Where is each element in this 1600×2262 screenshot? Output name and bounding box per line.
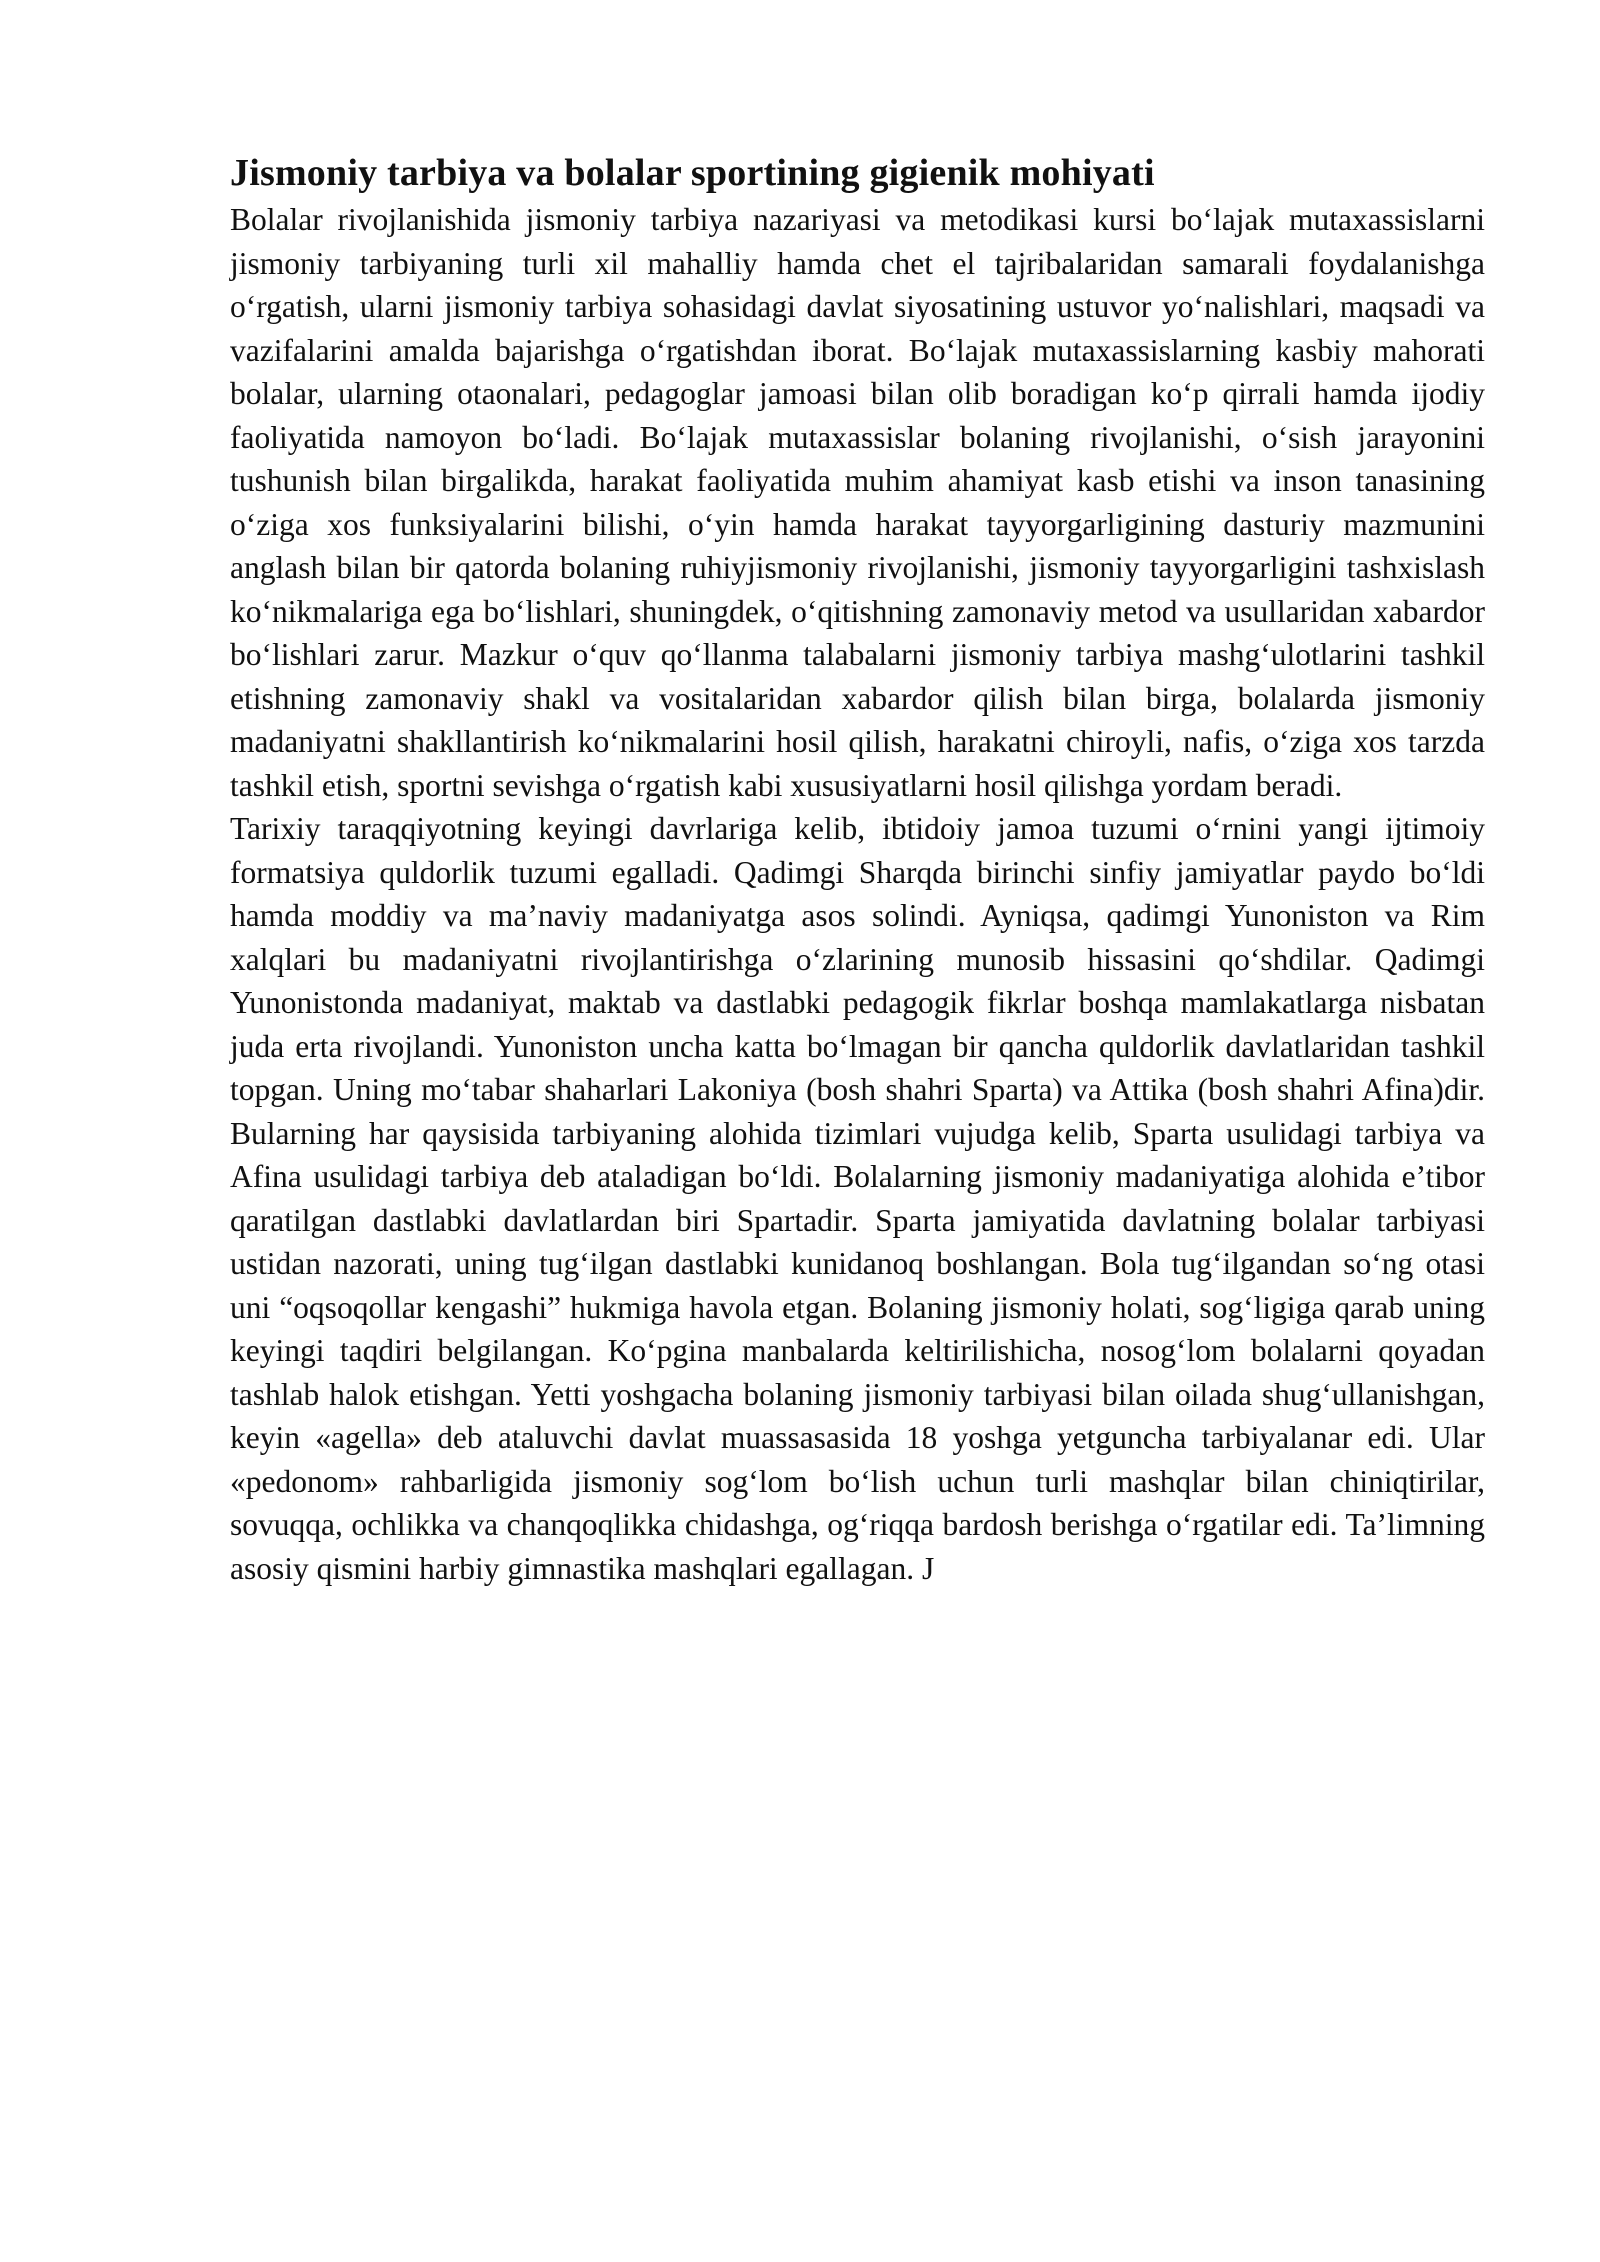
- paragraph-history: Tarixiy taraqqiyotning keyingi davrlariga kelib, ibtidoiy jamoa tuzumi o‘rnini yangi ijtimoiy formatsiya quldorlik tuzumi egalladi. Qadimgi Sharqda birinchi sinfiy jamiyatlar paydo bo‘ldi hamda moddiy va ma’naviy madaniyatga asos solindi. Ayniqsa, qadimgi Yunoniston va Rim xalqlari bu madaniyatni rivojlantirishga o‘zlarining munosib hissasini qo‘shdilar. Qadimgi Yunonistonda madaniyat, maktab va dastlabki pedagogik fikrlar boshqa mamlakatlarga nisbatan juda erta rivojlandi. Yunoniston uncha katta bo‘lmagan bir qancha quldorlik davlatlaridan tashkil topgan. Uning mo‘tabar shaharlari Lakoniya (bosh shahri Sparta) va Attika (bosh shahri Afina)dir. Bularning har qaysisida tarbiyaning alohida tizimlari vujudga kelib, Sparta usulidagi tarbiya va Afina usulidagi tarbiya deb ataladigan bo‘ldi. Bolalarning jismoniy madaniyatiga alohida e’tibor qaratilgan dastlabki davlatlardan biri Spartadir. Sparta jamiyatida davlatning bolalar tarbiyasi ustidan nazorati, uning tug‘ilgan dastlabki kunidanoq boshlangan. Bola tug‘ilgandan so‘ng otasi uni “oqsoqollar kengashi” hukmiga havola etgan. Bolaning jismoniy holati, sog‘ligiga qarab uning keyingi taqdiri belgilangan. Ko‘pgina manbalarda keltirilishicha, nosog‘lom bolalarni qoyadan tashlab halok etishgan. Yetti yoshgacha bolaning jismoniy tarbiyasi bilan oilada shug‘ullanishgan, keyin «agella» deb ataluvchi davlat muassasasida 18 yoshga yetguncha tarbiyalanar edi. Ular «pedonom» rahbarligida jismoniy sog‘lom bo‘lish uchun turli mashqlar bilan chiniqtirilar, sovuqqa, ochlikka va chanqoqlikka chidashga, og‘riqqa bardosh berishga o‘rgatilar edi. Ta’limning asosiy qismini harbiy gimnastika mashqlari egallagan. J: [230, 811, 1485, 1586]
- paragraph-intro: Bolalar rivojlanishida jismoniy tarbiya nazariyasi va metodikasi kursi bo‘lajak mutaxassislarni jismoniy tarbiyaning turli xil mahalliy hamda chet el tajribalaridan samarali foydalanishga o‘rgatish, ularni jismoniy tarbiya sohasidagi davlat siyosatining ustuvor yo‘nalishlari, maqsadi va vazifalarini amalda bajarishga o‘rgatishdan iborat. Bo‘lajak mutaxassislarning kasbiy mahorati bolalar, ularning otaonalari, pedagoglar jamoasi bilan olib boradigan ko‘p qirrali hamda ijodiy faoliyatida namoyon bo‘ladi. Bo‘lajak mutaxassislar bolaning rivojlanishi, o‘sish jarayonini tushunish bilan birgalikda, harakat faoliyatida muhim ahamiyat kasb etishi va inson tanasining o‘ziga xos funksiyalarini bilishi, o‘yin hamda harakat tayyorgarligining dasturiy mazmunini anglash bilan bir qatorda bolaning ruhiyjismoniy rivojlanishi, jismoniy tayyorgarligini tashxislash ko‘nikmalariga ega bo‘lishlari, shuningdek, o‘qitishning zamonaviy metod va usullaridan xabardor bo‘lishlari zarur. Mazkur o‘quv qo‘llanma talabalarni jismoniy tarbiya mashg‘ulotlarini tashkil etishning zamonaviy shakl va vositalaridan xabardor qilish bilan birga, bolalarda jismoniy madaniyatni shakllantirish ko‘nikmalarini hosil qilish, harakatni chiroyli, nafis, o‘ziga xos tarzda tashkil etish, sportni sevishga o‘rgatish kabi xususiyatlarni hosil qilishga yordam beradi.: [230, 202, 1485, 803]
- document-page: [230, 150, 1485, 1590]
- document-title: Jismoniy tarbiya va bolalar sportining gigienik mohiyati: [230, 152, 1155, 194]
